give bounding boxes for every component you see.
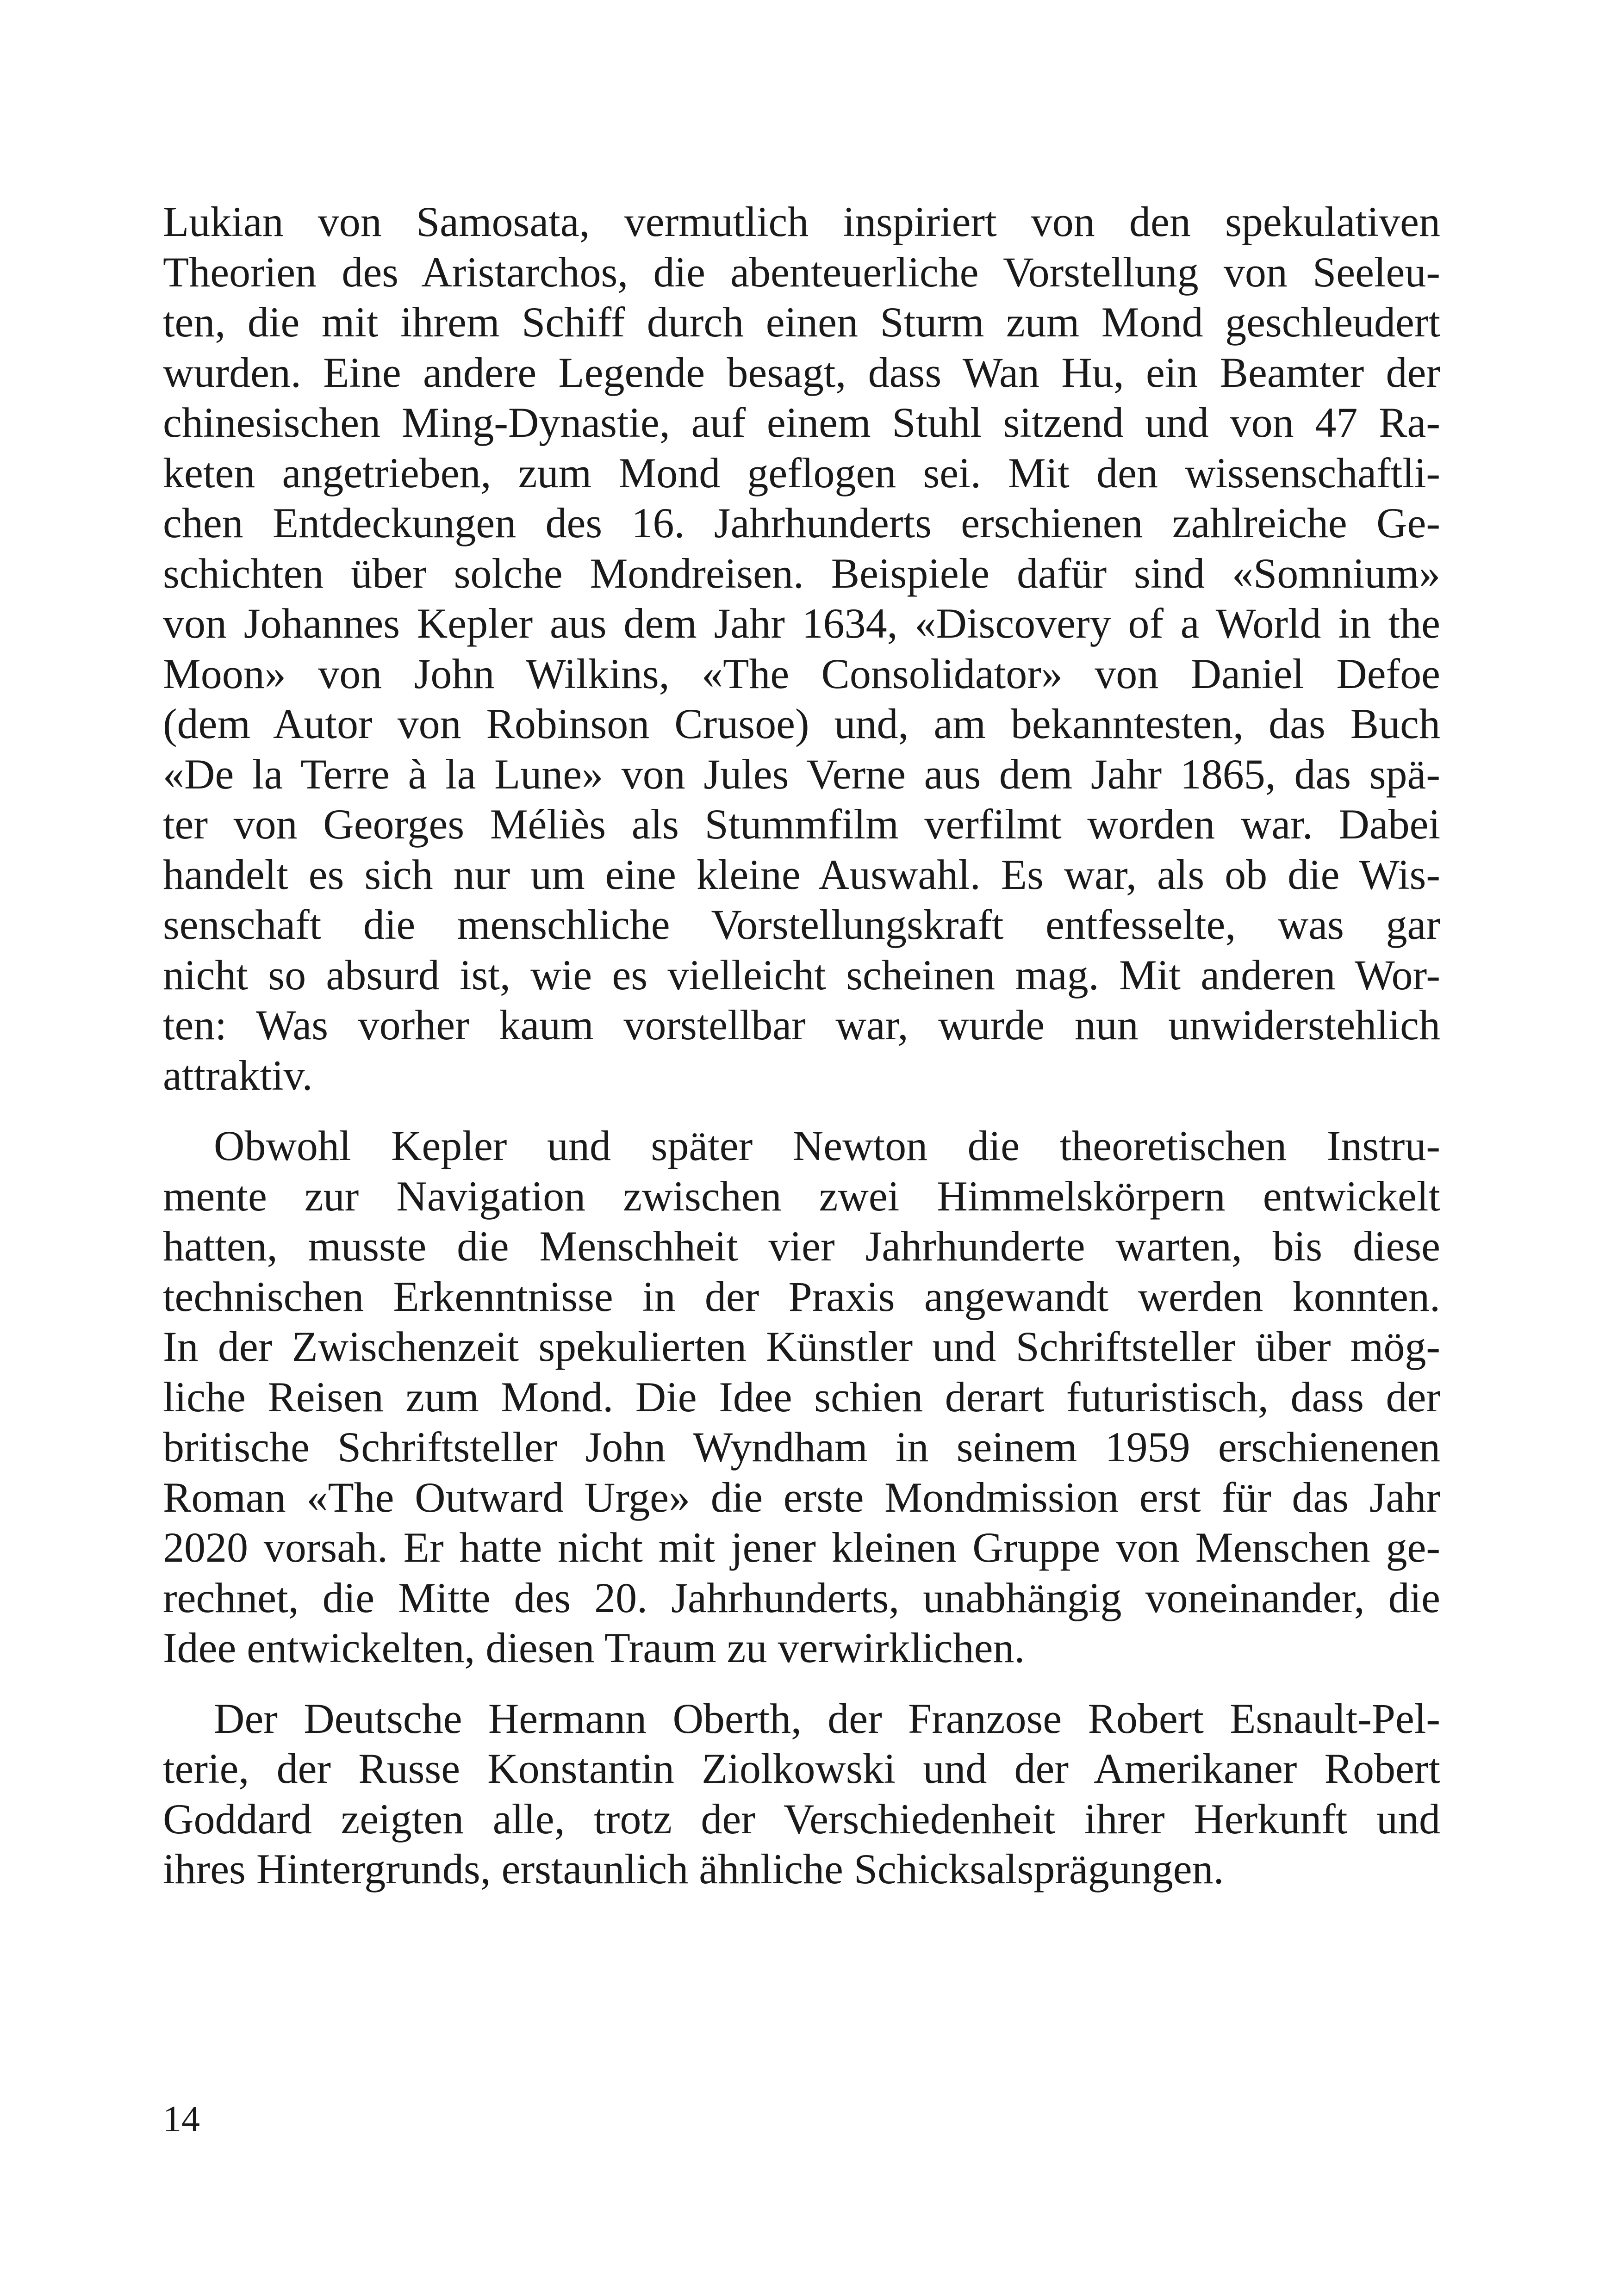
- text-line: senschaft die menschliche Vorstellungskraft entfesselte, was gar: [163, 901, 1440, 948]
- text-line: Idee entwickelten, diesen Traum zu verwirklichen.: [163, 1624, 1025, 1671]
- text-line: mente zur Navigation zwischen zwei Himmelskörpern entwickelt: [163, 1172, 1440, 1220]
- text-line: Goddard zeigten alle, trotz der Verschiedenheit ihrer Herkunft und: [163, 1795, 1440, 1843]
- text-line: attraktiv.: [163, 1051, 313, 1099]
- text-line: terie, der Russe Konstantin Ziolkowski und der Amerikaner Robert: [163, 1745, 1440, 1792]
- text-line: In der Zwischenzeit spekulierten Künstler und Schriftsteller über mög-: [163, 1323, 1440, 1370]
- text-line: von Johannes Kepler aus dem Jahr 1634, «Discovery of a World in the: [163, 600, 1440, 647]
- text-line: Theorien des Aristarchos, die abenteuerliche Vorstellung von Seeleu-: [163, 248, 1440, 296]
- text-line: technischen Erkenntnisse in der Praxis angewandt werden konnten.: [163, 1272, 1440, 1320]
- text-line: Roman «The Outward Urge» die erste Mondmission erst für das Jahr: [163, 1473, 1440, 1521]
- text-line: rechnet, die Mitte des 20. Jahrhunderts, unabhängig voneinander, die: [163, 1574, 1440, 1621]
- page-number: 14: [163, 2099, 200, 2140]
- text-line: 2020 vorsah. Er hatte nicht mit jener kleinen Gruppe von Menschen ge-: [163, 1524, 1440, 1571]
- text-line: ten, die mit ihrem Schiff durch einen Sturm zum Mond geschleudert: [163, 298, 1440, 346]
- text-line: hatten, musste die Menschheit vier Jahrhunderte warten, bis diese: [163, 1222, 1440, 1270]
- text-line: Lukian von Samosata, vermutlich inspiriert von den spekulativen: [163, 198, 1440, 245]
- paragraph-3: [163, 1694, 1440, 1894]
- text-line: liche Reisen zum Mond. Die Idee schien derart futuristisch, dass der: [163, 1373, 1440, 1421]
- text-line: schichten über solche Mondreisen. Beispiele dafür sind «Somnium»: [163, 549, 1440, 597]
- text-line: handelt es sich nur um eine kleine Auswahl. Es war, als ob die Wis-: [163, 850, 1440, 898]
- text-line: wurden. Eine andere Legende besagt, dass Wan Hu, ein Beamter der: [163, 348, 1440, 396]
- text-line: ter von Georges Méliès als Stummfilm verfilmt worden war. Dabei: [163, 800, 1440, 848]
- text-line: keten angetrieben, zum Mond geflogen sei. Mit den wissenschaftli-: [163, 449, 1440, 496]
- text-line: Der Deutsche Hermann Oberth, der Franzose Robert Esnault-Pel-: [214, 1694, 1440, 1742]
- text-line: ihres Hintergrunds, erstaunlich ähnliche Schicksalsprägungen.: [163, 1845, 1224, 1893]
- text-line: nicht so absurd ist, wie es vielleicht scheinen mag. Mit anderen Wor-: [163, 951, 1440, 999]
- text-line: chen Entdeckungen des 16. Jahrhunderts erschienen zahlreiche Ge-: [163, 499, 1440, 546]
- text-line: (dem Autor von Robinson Crusoe) und, am bekanntesten, das Buch: [163, 700, 1440, 747]
- text-line: chinesischen Ming-Dynastie, auf einem Stuhl sitzend und von 47 Ra-: [163, 399, 1440, 446]
- text-line: Moon» von John Wilkins, «The Consolidator» von Daniel Defoe: [163, 650, 1440, 697]
- text-line: «De la Terre à la Lune» von Jules Verne aus dem Jahr 1865, das spä-: [163, 750, 1440, 798]
- text-line: britische Schriftsteller John Wyndham in seinem 1959 erschienenen: [163, 1423, 1440, 1471]
- paragraph-1: [163, 197, 1440, 1100]
- paragraph-2: [163, 1121, 1440, 1673]
- text-line: ten: Was vorher kaum vorstellbar war, wurde nun unwiderstehlich: [163, 1001, 1440, 1049]
- body-text: [163, 197, 1440, 1894]
- text-line: Obwohl Kepler und später Newton die theoretischen Instru-: [214, 1122, 1440, 1169]
